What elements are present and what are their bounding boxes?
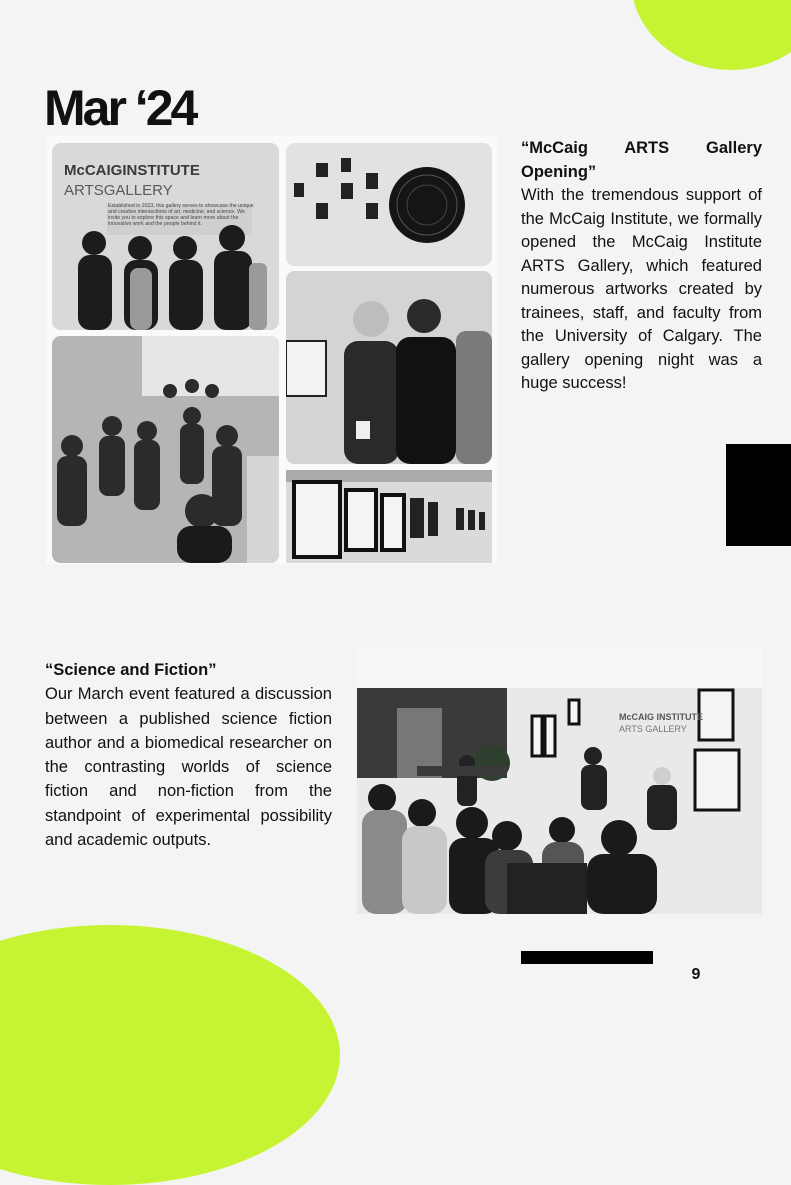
gallery-opening-heading: “McCaig ARTS Gallery Opening” [521,139,762,181]
gallery-sign-group-photo [52,143,279,330]
framed-artworks-illustration [286,470,492,563]
decorative-bottom-bar [521,951,653,964]
gallery-opening-body: With the tremendous support of the McCaig Institute, we formally opened the McCaig Institute ARTS Gallery, which featured numerous artworks created by trainees, staff, and faculty from the University of Calgary. The gallery opening night was a huge success! [521,186,762,392]
opening-crowd-hallway-photo [52,336,279,563]
decorative-accent-circle-top [631,0,791,70]
science-fiction-event-photo [357,648,762,914]
circular-artwork-illustration [286,143,492,266]
photo-collage [46,136,497,564]
science-fiction-heading: “Science and Fiction” [45,661,217,679]
artwork-circle-photo [286,143,492,266]
gallery-opening-section [521,137,762,396]
gallery-sign-illustration [52,143,279,330]
framed-artworks-wall-photo [286,470,492,563]
decorative-side-tab [726,444,791,546]
gallery-sign-line1: McCAIGINSTITUTE [64,162,200,179]
page-number: 9 [691,966,701,983]
event-sign-line1: McCAIG INSTITUTE [619,712,704,722]
panel-discussion-illustration [357,648,762,914]
page-title: Mar ‘24 [44,80,196,136]
crowd-illustration [52,336,279,563]
gallery-sign-line2: ARTSGALLERY [64,182,173,199]
visitors-viewing-art-photo [286,271,492,464]
decorative-accent-circle-bottom [0,925,340,1185]
visitors-illustration [286,271,492,464]
science-fiction-section [45,658,332,852]
science-fiction-body: Our March event featured a discussion between a published science fiction author and a biomedical researcher on the contrasting worlds of science fiction and non-fiction from the standpoint of experimental possibility and academic outputs. [45,685,332,850]
event-sign-line2: ARTS GALLERY [619,724,687,734]
gallery-sign-caption: Established in 2023, this gallery serves to showcase the unique and creative intersections of art, medicine, and science. We invite you to explore this space and learn more about the innovative work and the people behind it. [108,203,254,227]
